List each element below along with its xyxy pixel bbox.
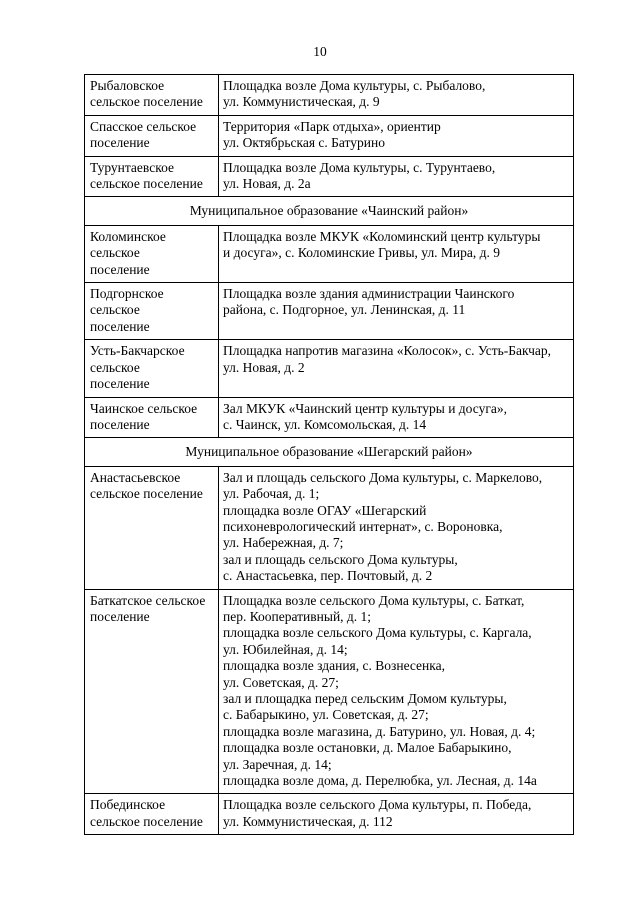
venue-line: ул. Советская, д. 27;	[223, 674, 339, 690]
venue-line: Площадка возле Дома культуры, с. Турунтаево,	[223, 159, 496, 175]
settlement-name-line: поселение	[90, 416, 150, 432]
venue-line: Площадка напротив магазина «Колосок», с. Усть-Бакчар,	[223, 343, 551, 359]
venue-line: Площадка возле Дома культуры, с. Рыбалово,	[223, 78, 486, 93]
table-row	[85, 156, 574, 197]
venue-line: ул. Юбилейная, д. 14;	[223, 641, 348, 657]
venue-line: площадка возле дома, д. Перелюбка, ул. Лесная, д. 14а	[223, 773, 537, 789]
venue-cell	[219, 225, 574, 282]
settlement-name-line: сельское	[90, 359, 140, 375]
settlement-name-line: сельское поселение	[90, 486, 203, 502]
table-row	[85, 75, 574, 116]
settlement-name-cell	[85, 283, 219, 340]
table-row	[85, 466, 574, 589]
settlement-name-cell	[85, 466, 219, 589]
section-header-row	[85, 197, 574, 225]
venue-line: района, с. Подгорное, ул. Ленинская, д. 11	[223, 302, 466, 318]
venue-cell	[219, 794, 574, 835]
venue-line: Территория «Парк отдыха», ориентир	[223, 118, 441, 134]
venue-line: ул. Набережная, д. 7;	[223, 535, 344, 551]
settlement-name-line: Побединское	[90, 797, 166, 813]
settlement-name-cell	[85, 397, 219, 438]
venue-line: ул. Рабочая, д. 1;	[223, 486, 320, 502]
settlement-name-line: поселение	[90, 318, 150, 334]
table-row	[85, 340, 574, 397]
settlement-name-cell	[85, 589, 219, 794]
settlement-name-line: Усть-Бакчарское	[90, 343, 185, 359]
table-row	[85, 589, 574, 794]
venue-line: площадка возле ОГАУ «Шегарский	[223, 502, 427, 518]
venue-cell	[219, 466, 574, 589]
settlement-name-line: Спасское сельское	[90, 118, 197, 134]
venue-line: ул. Коммунистическая, д. 112	[223, 813, 393, 829]
settlement-name-cell	[85, 794, 219, 835]
venue-cell	[219, 340, 574, 397]
settlement-name-line: поселение	[90, 376, 150, 392]
venue-line: Площадка возле МКУК «Коломинский центр культуры	[223, 228, 541, 244]
venue-line: ул. Октябрьская с. Батурино	[223, 135, 385, 151]
venue-line: зал и площадь сельского Дома культуры,	[223, 551, 458, 567]
venue-line: с. Чаинск, ул. Комсомольская, д. 14	[223, 416, 427, 432]
settlement-name-line: сельское	[90, 245, 140, 261]
settlement-name-cell	[85, 156, 219, 197]
venue-line: пер. Кооперативный, д. 1;	[223, 608, 372, 624]
settlement-name-line: сельское	[90, 302, 140, 318]
settlement-name-line: Турунтаевское	[90, 159, 174, 175]
venue-line: Зал МКУК «Чаинский центр культуры и досуга»,	[223, 400, 507, 416]
venue-cell	[219, 115, 574, 156]
venue-line: площадка возле остановки, д. Малое Бабарыкино,	[223, 740, 512, 756]
venue-line: зал и площадка перед сельским Домом культуры,	[223, 691, 507, 706]
table-row	[85, 115, 574, 156]
table-row	[85, 283, 574, 340]
section-header-row	[85, 438, 574, 466]
settlement-name-line: поселение	[90, 261, 150, 277]
venue-cell	[219, 283, 574, 340]
venue-cell	[219, 156, 574, 197]
venue-cell	[219, 75, 574, 116]
settlement-name-line: Баткатское сельское	[90, 592, 206, 608]
table-body	[85, 75, 574, 835]
page-number: 10	[313, 44, 327, 59]
venue-line: психоневрологический интернат», с. Вороновка,	[223, 518, 503, 534]
venue-line: ул. Новая, д. 2а	[223, 176, 311, 192]
settlement-name-line: сельское поселение	[90, 94, 203, 110]
settlement-name-line: поселение	[90, 135, 150, 151]
venue-line: ул. Новая, д. 2	[223, 359, 305, 375]
venue-line: Площадка возле сельского Дома культуры, п. Победа,	[223, 797, 532, 813]
venue-line: Площадка возле сельского Дома культуры, с. Баткат,	[223, 592, 525, 608]
venue-line: и досуга», с. Коломинские Гривы, ул. Мира, д. 9	[223, 245, 501, 261]
settlement-name-line: Коломинское	[90, 228, 166, 244]
venue-cell	[219, 589, 574, 794]
venue-line: с. Бабарыкино, ул. Советская, д. 27;	[223, 707, 429, 723]
venue-line: Зал и площадь сельского Дома культуры, с. Маркелово,	[223, 469, 543, 485]
venue-line: ул. Заречная, д. 14;	[223, 756, 332, 772]
venue-line: площадка возле сельского Дома культуры, с. Каргала,	[223, 625, 532, 641]
settlement-name-line: Анастасьевское	[90, 469, 181, 485]
settlement-name-cell	[85, 225, 219, 282]
venue-cell	[219, 397, 574, 438]
settlement-name-line: Подгорнское	[90, 286, 164, 302]
section-title: Муниципальное образование «Чаинский район»	[85, 197, 574, 225]
venue-line: площадка возле здания, с. Вознесенка,	[223, 658, 445, 674]
venue-line: ул. Коммунистическая, д. 9	[223, 94, 380, 110]
settlement-name-line: Чаинское сельское	[90, 400, 198, 416]
settlement-name-line: сельское поселение	[90, 813, 203, 829]
table-row	[85, 225, 574, 282]
venue-line: Площадка возле здания администрации Чаинского	[223, 286, 515, 302]
venue-line: с. Анастасьевка, пер. Почтовый, д. 2	[223, 568, 433, 584]
settlement-name-cell	[85, 115, 219, 156]
settlement-name-line: поселение	[90, 608, 150, 624]
table-row	[85, 397, 574, 438]
settlement-name-cell	[85, 75, 219, 116]
settlement-name-line: сельское поселение	[90, 176, 203, 192]
venue-line: площадка возле магазина, д. Батурино, ул. Новая, д. 4;	[223, 723, 536, 739]
locations-table	[84, 74, 574, 835]
section-title: Муниципальное образование «Шегарский район»	[85, 438, 574, 466]
settlement-name-line: Рыбаловское	[90, 78, 165, 93]
settlement-name-cell	[85, 340, 219, 397]
table-row	[85, 794, 574, 835]
